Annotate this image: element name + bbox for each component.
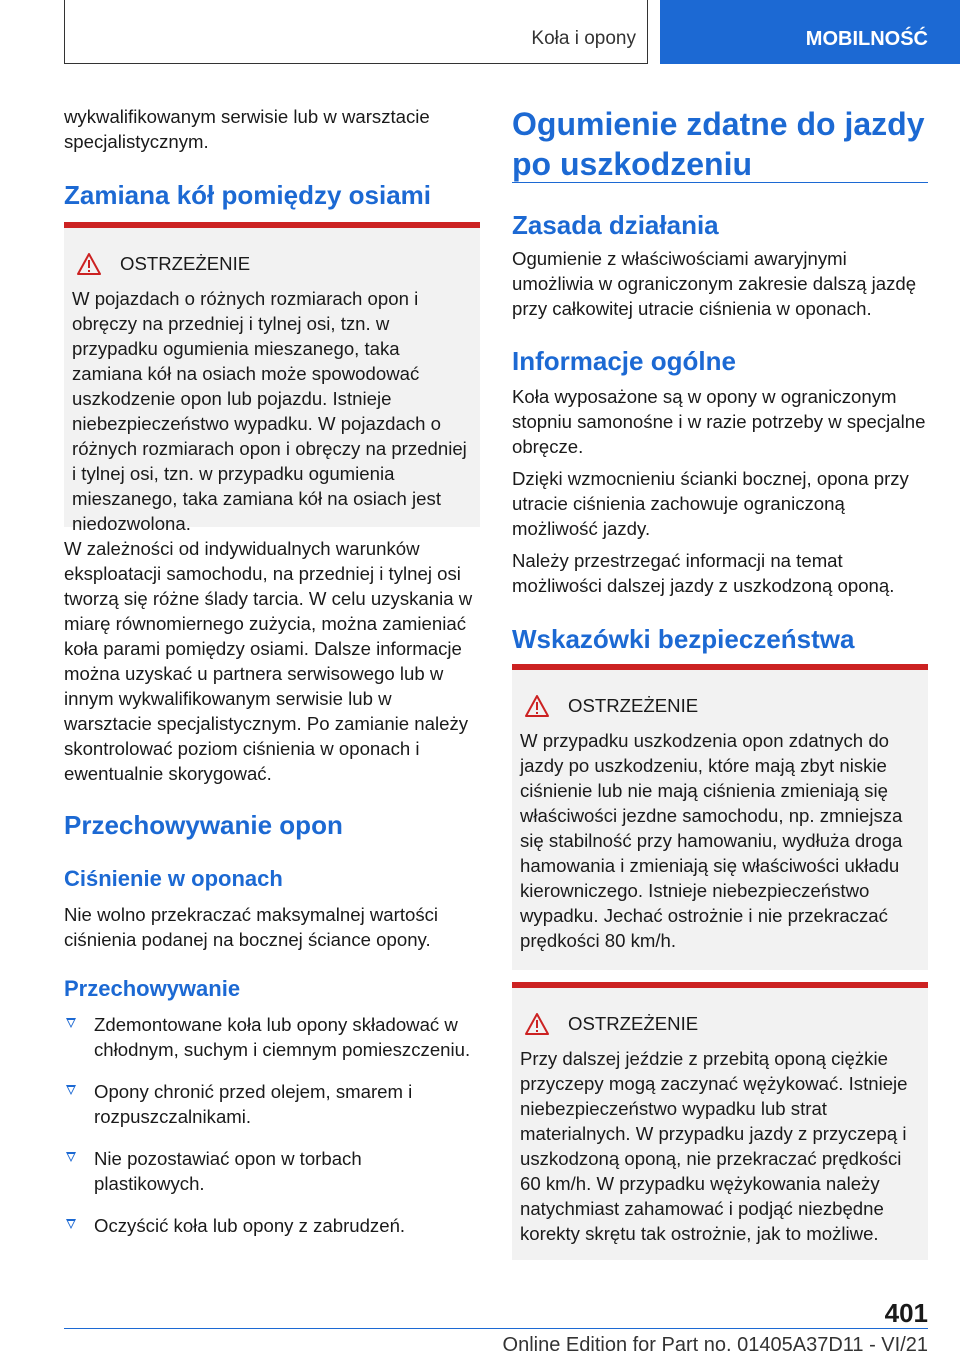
warning-label: OSTRZEŻENIE (120, 253, 251, 274)
warning-title (524, 694, 920, 718)
list-item: Nie pozostawiać opon w torbach plastikowych. (64, 1146, 474, 1196)
general-text-3: Należy przestrzegać informacji na temat możliwości dalszej jazdy z uszkodzoną oponą. (512, 550, 895, 596)
general-text-1: Koła wyposażone są w opony w ograniczonym stopniu samonośne i w razie potrzeby w specjalne obręcze. (512, 386, 926, 457)
warning-label: OSTRZEŻENIE (568, 1013, 699, 1034)
warning-triangle-icon (76, 252, 102, 276)
list-item: Oczyścić koła lub opony z zabrudzeń. (64, 1213, 474, 1238)
heading-wheel-swap: Zamiana kół pomiędzy osiami (64, 180, 431, 210)
principle-text: Ogumienie z właściwościami awaryjnymi umożliwia w ograniczonym zakresie dalszą jazdę przy całkowitej utracie ciśnienia w oponach. (512, 248, 917, 319)
heading-general-info: Informacje ogólne (512, 346, 736, 376)
step-triangle-icon (66, 1219, 76, 1229)
footer-rule (64, 1328, 928, 1329)
heading-principle: Zasada działania (512, 210, 719, 240)
list-item: Opony chronić przed olejem, smarem i rozpuszczalnikami. (64, 1079, 474, 1129)
warning-box-3 (512, 982, 928, 1260)
heading-rule (512, 182, 928, 183)
step-triangle-icon (66, 1018, 76, 1028)
warning-triangle-icon (524, 694, 550, 718)
warning-text: W przypadku uszkodzenia opon zdatnych do jazdy po uszkodzeniu, które mają zbyt niskie ciśnienie lub nie mają ciśnienia zmieniają się właściwości jezdne samochodu, np. zmniejsza się stabilność przy hamowaniu, wydłuża droga hamowania i zmieniają się właściwości układu kierowniczego. Istnieje niebezpieczeństwo wypadku. Jechać ostrożnie i nie przekraczać prędkości 80 km/h. (520, 730, 903, 951)
warning-text: W pojazdach o różnych rozmiarach opon i obręczy na przedniej i tylnej osi, tzn. w przypadku ogumienia mieszanego, taka zamiana kół na osiach może spowodować uszkodzenie opon lub pojazdu. Istnieje niebezpieczeństwo wypadku. W pojazdach o różnych rozmiarach opon i obręczy na przedniej i tylnej osi, tzn. w przypadku ogumienia mieszanego, taka zamiana kół na osiach jest niedozwolona. (72, 288, 467, 534)
list-item: Zdemontowane koła lub opony składować w chłodnym, suchym i ciemnym pomieszczeniu. (64, 1012, 474, 1062)
warning-box-2 (512, 664, 928, 970)
warning-text: Przy dalszej jeździe z przebitą oponą ciężkie przyczepy mogą zaczynać wężykować. Istnieje niebezpieczeństwo wypadku lub strat materialnych. W przypadku jazdy z przyczepą i uszkodzoną oponą, nie przekraczać prędkości 60 km/h. W przypadku wężykowania należy natychmiast zahamować i podjąć niezbędne korekty skrętu tak ostrożnie, jak to możliwe. (520, 1048, 908, 1244)
wheel-swap-text: W zależności od indywidualnych warunków eksploatacji samochodu, na przedniej i tylnej osi tworzą się różne ślady tarcia. W celu uzyskania w miarę równomiernego zużycia, można zamieniać koła parami pomiędzy osiami. Dalsze informacje można uzyskać u partnera serwisowego lub w innym wykwalifikowanym serwisie lub w warsztacie specjalistycznym. Po zamianie należy skontrolować poziom ciśnienia w oponach i ewentualnie skorygować. (64, 538, 473, 784)
warning-triangle-icon (524, 1012, 550, 1036)
general-text-2: Dzięki wzmocnieniu ścianki bocznej, opona przy utracie ciśnienia zachowuje ograniczoną możliwość jazdy. (512, 468, 909, 539)
page-number: 401 (884, 1298, 928, 1328)
header-section-title: Koła i opony (531, 28, 636, 49)
footer-edition: Online Edition for Part no. 01405A37D11 - VI/21 (502, 1334, 928, 1356)
intro-text: wykwalifikowanym serwisie lub w warsztacie specjalistycznym. (64, 106, 430, 152)
warning-title (524, 1012, 920, 1036)
warning-title (76, 252, 472, 276)
heading-storage: Przechowywanie (64, 976, 241, 1001)
header-chapter-tab: MOBILNOŚĆ (660, 0, 960, 64)
storage-steps (64, 1012, 474, 1255)
pressure-text: Nie wolno przekraczać maksymalnej wartości ciśnienia podanej na bocznej ściance opony. (64, 904, 439, 950)
heading-run-flat-tires: Ogumienie zdatne do jazdy po uszkodzeniu (512, 106, 925, 182)
heading-tire-pressure: Ciśnienie w oponach (64, 866, 283, 891)
warning-label: OSTRZEŻENIE (568, 695, 699, 716)
step-triangle-icon (66, 1085, 76, 1095)
heading-safety: Wskazówki bezpieczeństwa (512, 624, 855, 654)
warning-box-1 (64, 222, 480, 534)
heading-tire-storage: Przechowywanie opon (64, 810, 343, 840)
step-triangle-icon (66, 1152, 76, 1162)
